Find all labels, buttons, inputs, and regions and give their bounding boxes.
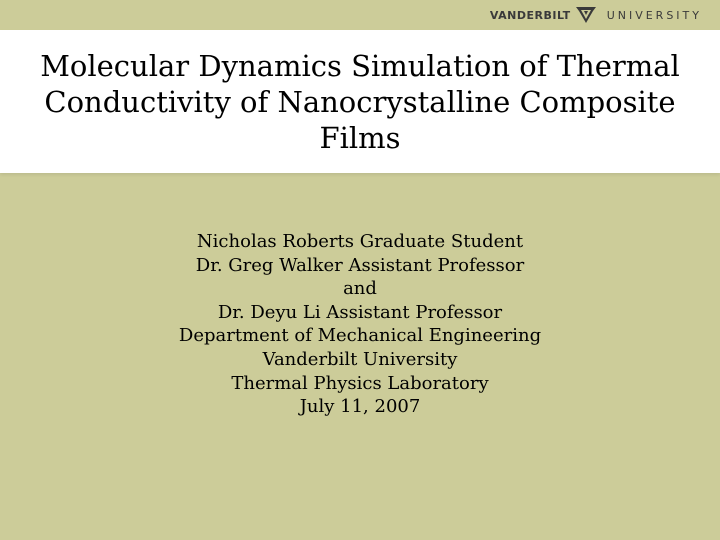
slide-title: Molecular Dynamics Simulation of Thermal Conductivity of Nanocrystalline Composite Films: [40, 49, 680, 155]
department-line: Department of Mechanical Engineering: [178, 325, 542, 347]
date-line: July 11, 2007: [299, 396, 421, 418]
oak-leaf-v-icon: [575, 6, 597, 24]
lab-line: Thermal Physics Laboratory: [231, 372, 489, 394]
author-line: Dr. Deyu Li Assistant Professor: [217, 301, 503, 323]
university-line: Vanderbilt University: [262, 348, 458, 370]
author-line: Nicholas Roberts Graduate Student: [196, 231, 524, 252]
author-line: and: [343, 278, 377, 300]
vanderbilt-logo: [490, 6, 702, 24]
logo-word-vanderbilt: VANDERBILT: [489, 8, 571, 22]
logo-word-university: UNIVERSITY: [606, 8, 702, 22]
author-line: Dr. Greg Walker Assistant Professor: [195, 254, 525, 276]
author-block: [60, 230, 660, 419]
